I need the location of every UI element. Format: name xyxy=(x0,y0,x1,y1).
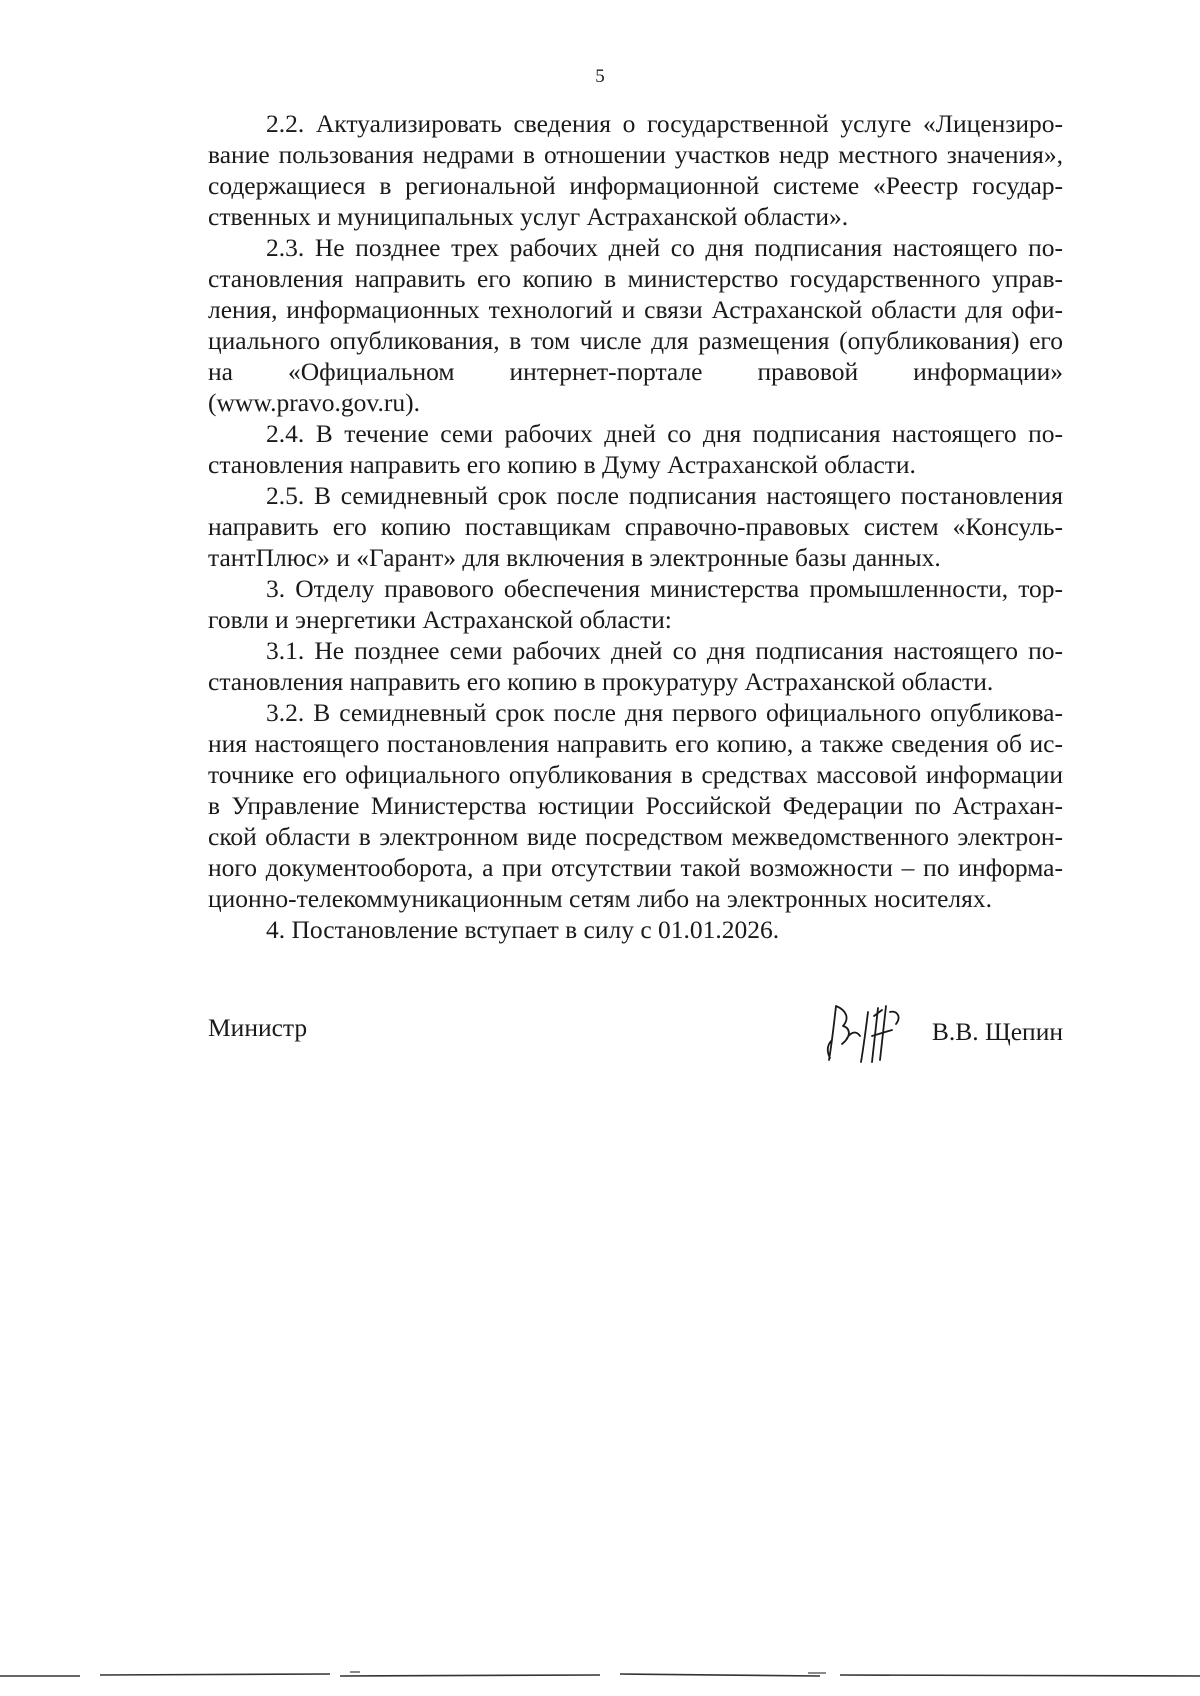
paragraph-p2-2 xyxy=(208,108,1063,232)
signatory-name: В.В. Щепин xyxy=(931,1017,1063,1046)
text-line: в Управление Министерства юстиции Российской Федерации по Астрахан- xyxy=(208,791,1063,820)
page-number: 5 xyxy=(595,66,605,87)
signature-block xyxy=(208,1000,1063,1070)
text-line: ской области в электронном виде посредством межведомственного электрон- xyxy=(208,822,1063,851)
text-line: на «Официальном интернет-портале правовой информации» xyxy=(208,357,1063,386)
text-line: вание пользования недрами в отношении участков недр местного значения», xyxy=(208,140,1063,169)
text-line: ционно-телекоммуникационным сетям либо на электронных носителях. xyxy=(208,884,992,913)
text-line: ственных и муниципальных услуг Астраханской области». xyxy=(208,202,849,231)
text-line: 2.5. В семидневный срок после подписания настоящего постановления xyxy=(266,481,1063,510)
text-line: становления направить его копию в прокуратуру Астраханской области. xyxy=(208,667,994,696)
text-line: содержащиеся в региональной информационной системе «Реестр государ- xyxy=(208,171,1063,200)
text-line: 2.4. В течение семи рабочих дней со дня подписания настоящего по- xyxy=(266,419,1063,448)
paragraph-p2-4 xyxy=(208,418,1063,480)
paragraph-p3 xyxy=(208,573,1063,635)
text-line: 4. Постановление вступает в силу с 01.01.2026. xyxy=(266,915,780,944)
handwritten-signature xyxy=(816,1000,916,1070)
paragraph-p3-1 xyxy=(208,635,1063,697)
text-line: 2.3. Не позднее трех рабочих дней со дня подписания настоящего по- xyxy=(266,233,1063,262)
text-line: направить его копию поставщикам справочно-правовых систем «Консуль- xyxy=(208,512,1063,541)
paragraph-p4 xyxy=(208,914,1063,945)
text-line: 3.2. В семидневный срок после дня первого официального опубликова- xyxy=(266,698,1063,727)
text-line: ного документооборота, а при отсутствии такой возможности – по информа- xyxy=(208,853,1063,882)
text-line: циального опубликования, в том числе для размещения (опубликования) его xyxy=(208,326,1063,355)
text-line: говли и энергетики Астраханской области: xyxy=(208,605,672,634)
text-line: 3. Отделу правового обеспечения министерства промышленности, тор- xyxy=(266,574,1063,603)
text-line: ния настоящего постановления направить его копию, а также сведения об ис- xyxy=(208,729,1063,758)
text-line: становления направить его копию в Думу Астраханской области. xyxy=(208,450,916,479)
text-line: 2.2. Актуализировать сведения о государственной услуге «Лицензиро- xyxy=(266,109,1063,138)
paragraph-p2-3 xyxy=(208,232,1063,418)
text-line: тантПлюс» и «Гарант» для включения в электронные базы данных. xyxy=(208,543,941,572)
document-body xyxy=(208,108,1063,945)
text-line: точнике его официального опубликования в средствах массовой информации xyxy=(208,760,1063,789)
text-line: становления направить его копию в министерство государственного управ- xyxy=(208,264,1063,293)
text-line: 3.1. Не позднее семи рабочих дней со дня подписания настоящего по- xyxy=(266,636,1063,665)
text-line: (www.pravo.gov.ru). xyxy=(208,388,420,417)
text-line: ления, информационных технологий и связи Астраханской области для офи- xyxy=(208,295,1063,324)
scan-edge-line xyxy=(0,1664,1200,1682)
paragraph-p3-2 xyxy=(208,697,1063,914)
signatory-title: Министр xyxy=(208,1013,308,1042)
paragraph-p2-5 xyxy=(208,480,1063,573)
